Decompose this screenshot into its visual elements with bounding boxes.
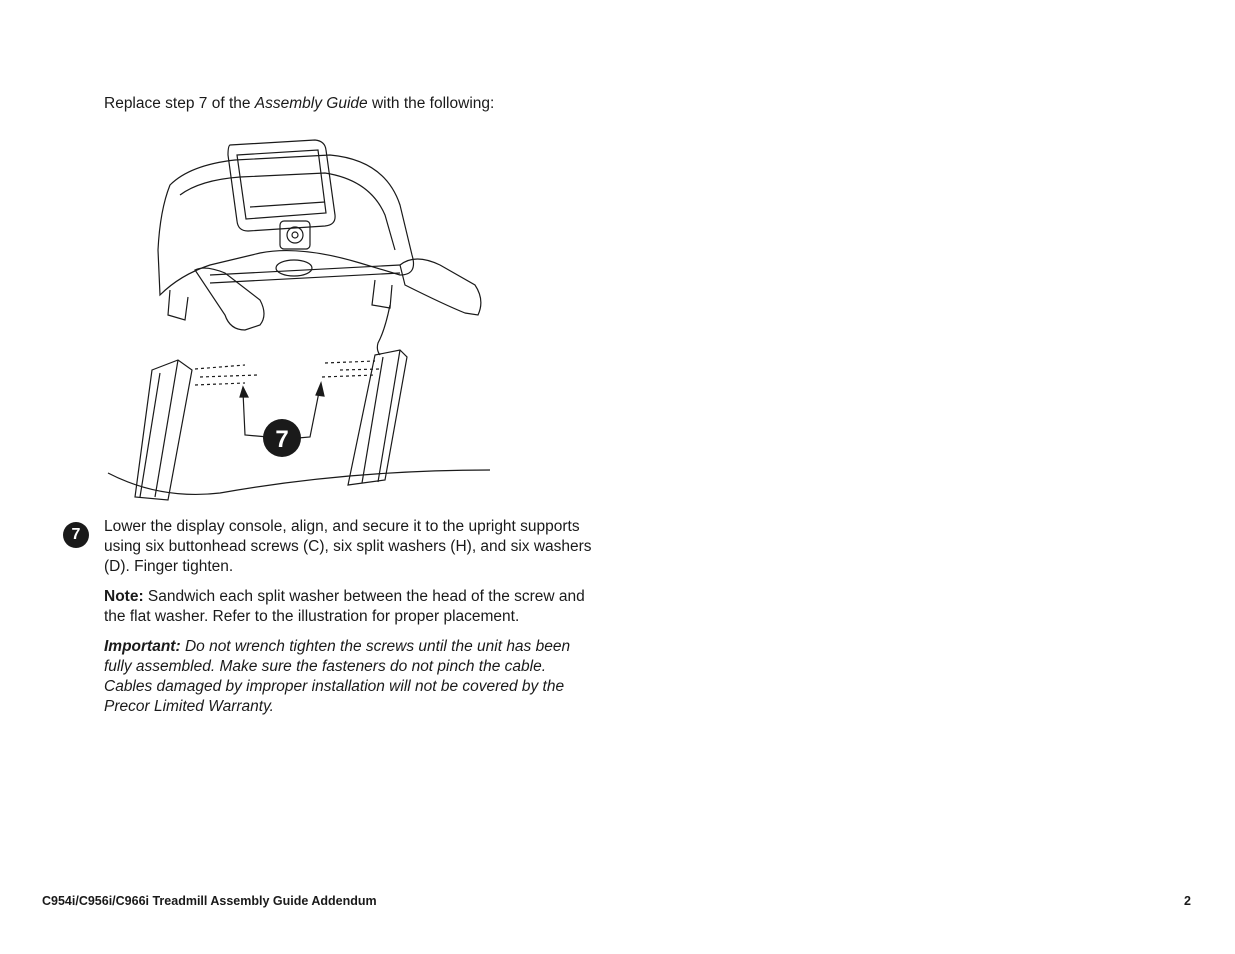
intro-suffix: with the following:: [367, 95, 495, 112]
important-label: Important:: [104, 638, 181, 655]
step-number-badge: 7: [63, 522, 89, 548]
note-text: Sandwich each split washer between the head of the screw and the flat washer. Refer to the illustration for proper placement.: [104, 588, 585, 625]
intro-prefix: Replace step 7 of the: [104, 95, 255, 112]
step-body: [104, 517, 594, 727]
intro-text: [104, 94, 494, 114]
page-number: 2: [1184, 894, 1191, 908]
important-text: Do not wrench tighten the screws until the unit has been fully assembled. Make sure the fasteners do not pinch the cable. Cables damaged by improper installation will not be covered by the Precor Limited Warranty.: [104, 638, 571, 715]
step-instruction: Lower the display console, align, and secure it to the upright supports using six buttonhead screws (C), six split washers (H), and six washers (D). Finger tighten.: [104, 518, 592, 575]
intro-guide-title: Assembly Guide: [254, 95, 368, 112]
console-assembly-illustration: [100, 125, 500, 505]
callout-number: 7: [275, 426, 289, 453]
note-label: Note:: [104, 588, 144, 605]
step-note: [104, 587, 594, 627]
footer-title: C954i/C956i/C966i Treadmill Assembly Guide Addendum: [42, 894, 377, 908]
step-important: [104, 637, 594, 717]
